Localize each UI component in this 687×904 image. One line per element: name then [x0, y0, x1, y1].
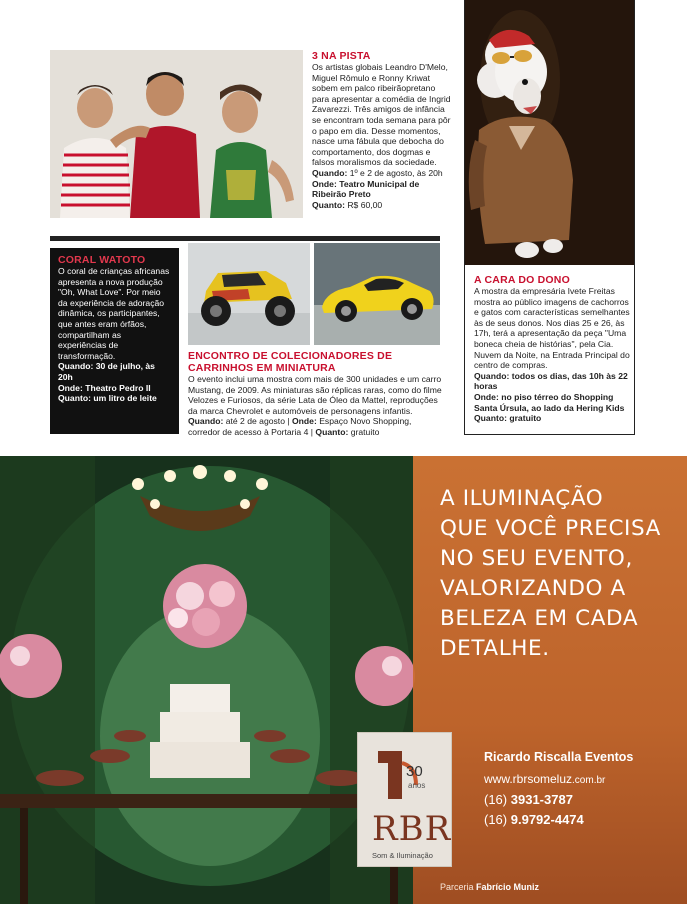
website-suffix: .com.br	[572, 775, 606, 786]
website-link[interactable]	[484, 772, 674, 786]
dono-price-label: Quanto:	[474, 413, 507, 424]
ad-headline-line: DETALHE.	[440, 636, 550, 661]
yellow-sports-car-photo	[314, 243, 440, 345]
dono-body	[474, 286, 632, 424]
three-actors-photo	[50, 50, 303, 218]
pista-when-label: Quando:	[312, 167, 348, 178]
pista-title: 3 NA PISTA	[312, 50, 371, 62]
pista-where-label: Onde:	[312, 178, 337, 189]
coral-title: CORAL WATOTO	[58, 254, 146, 266]
phone-2-number: 9.9792-4474	[510, 812, 584, 827]
dono-title: A CARA DO DONO	[474, 274, 570, 286]
ad-headline-line: NO SEU EVENTO,	[440, 546, 633, 571]
coral-when: 30 de julho, às 20h	[58, 361, 155, 382]
phone-1[interactable]	[484, 792, 674, 807]
cars-where-label: Onde:	[291, 416, 317, 427]
coral-where-label: Onde:	[58, 382, 83, 393]
partner-name: Fabrício Muniz	[476, 882, 540, 892]
cars-when: até 2 de agosto	[225, 416, 285, 427]
partner-label: Parceria	[440, 882, 474, 892]
dono-when-label: Quando:	[474, 370, 510, 381]
poodle-in-jacket-photo	[465, 0, 634, 265]
pista-when: 1º e 2 de agosto, às 20h	[349, 167, 443, 178]
dono-description: A mostra da empresária Ivete Freitas mostra ao público imagens de cachorros e gatos com características semelhantes às de seus donos. Nos dias 25 e 26, às 17h, terá a apresentação da peça "Uma boneca cheia de histórias", pela Cia. Nuvem da Noite, na Entrada Principal do centro de compras.	[474, 286, 630, 371]
dono-when: todos os dias, das 10h às 22 horas	[474, 370, 628, 392]
dono-where: no piso térreo do Shopping Santa Úrsula, ao lado da Hering Kids	[474, 391, 625, 413]
cars-article	[188, 350, 443, 438]
ad-contact-info	[484, 750, 674, 832]
section-divider	[50, 236, 440, 241]
logo-anos: anos	[408, 781, 426, 790]
dono-price: gratuito	[509, 413, 542, 424]
pista-price: R$ 60,00	[347, 199, 383, 210]
ad-headline-line: QUE VOCÊ PRECISA	[440, 516, 661, 541]
coral-where: Theatro Pedro II	[85, 382, 151, 393]
cars-title: ENCONTRO DE COLECIONADORES DE CARRINHOS EM MINIATURA	[188, 350, 393, 374]
ad-headline-line: BELEZA EM CADA	[440, 606, 639, 631]
logo-name: RBR	[372, 809, 452, 849]
pista-article	[312, 50, 452, 210]
ad-headline-line: VALORIZANDO A	[440, 576, 626, 601]
cars-body: O evento inclui uma mostra com mais de 300 unidades e um carro Mustang, de 2009. As miniaturas são réplicas raras, como do filme Velozes e Furiosos, da série Lata de Óleo da Mattel, reproduções da marca Chevrolet e automóveis de personagens infantis. Quando: até 2 de agosto | Onde: Espaço Novo Shopping, corredor de acesso à Portaria 4 | Quanto: gratuito	[188, 374, 442, 437]
cars-where: Espaço Novo Shopping, corredor de acesso à Portaria 4	[188, 416, 412, 437]
pista-body	[312, 62, 452, 210]
dono-where-label: Onde:	[474, 391, 499, 402]
cars-price-label: Quanto:	[315, 426, 349, 437]
phone-1-number: 3931-3787	[510, 792, 573, 807]
pista-description: Os artistas globais Leandro D'Melo, Miguel Rômulo e Ronny Kriwat sobem em palco ribeirãopretano para apresentar a comédia de Ingrid Zavarezzi. Três amigos de infância se encontram toda semana para pôr o papo em dia. Desse momentos, nasce uma fábula que debocha do comportamento, dos dogmas e falsos moralismos da sociedade.	[312, 62, 451, 168]
coral-price: um litro de leite	[93, 393, 157, 404]
monster-truck-photo	[188, 243, 310, 345]
coral-body	[58, 266, 171, 404]
coral-article	[50, 248, 179, 434]
dono-article	[474, 274, 632, 424]
logo-years: 30	[406, 763, 423, 780]
phone-2[interactable]	[484, 812, 674, 827]
pista-price-label: Quanto:	[312, 199, 345, 210]
ad-partner-credit	[440, 882, 539, 892]
phone-1-area: (16)	[484, 792, 508, 807]
pista-where: Teatro Municipal de Ribeirão Preto	[312, 178, 420, 200]
website-main: www.rbrsomeluz	[484, 772, 573, 786]
cars-when-label: Quando:	[188, 416, 224, 427]
rbr-logo	[357, 732, 452, 867]
coral-description: O coral de crianças africanas apresenta a nova produção "Oh, What Love". Por meio da experiência de adoração dinâmica, os participantes, que antes eram órfãos, compartilham as experiências de transformação.	[58, 266, 170, 361]
coral-when-label: Quando:	[58, 361, 94, 372]
ad-headline-line: A ILUMINAÇÃO	[440, 486, 604, 511]
cars-price: gratuito	[350, 426, 380, 437]
company-name: Ricardo Riscalla Eventos	[484, 750, 634, 764]
cars-description: O evento inclui uma mostra com mais de 300 unidades e um carro Mustang, de 2009. As miniaturas são réplicas raras, como do filme Velozes e Furiosos, da série Lata de Óleo da Mattel, reproduções da marca Chevrolet e automóveis de personagens infantis.	[188, 374, 442, 416]
phone-2-area: (16)	[484, 812, 508, 827]
logo-tagline: Som & Iluminação	[372, 851, 433, 860]
ad-headline	[440, 484, 680, 664]
coral-price-label: Quanto:	[58, 393, 91, 404]
